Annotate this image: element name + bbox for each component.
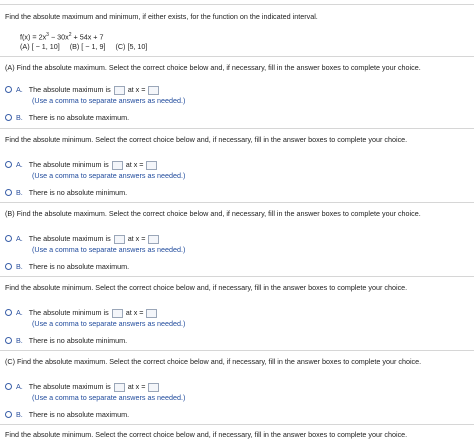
section-c-max-prompt: (C) Find the absolute maximum. Select the correct choice below and, if necessary, fill in the answer boxes to complete your choice. <box>5 357 422 366</box>
option-b-text: There is no absolute maximum. <box>28 113 130 122</box>
option-a-letter: A. <box>16 308 23 317</box>
option-a-row <box>16 85 160 95</box>
instruction-text: Find the absolute maximum and minimum, if either exists, for the function on the indicated interval. <box>5 12 318 21</box>
option-a-row <box>16 234 160 244</box>
option-a-row <box>16 308 158 318</box>
option-b-text: There is no absolute maximum. <box>28 262 130 271</box>
option-b-letter: B. <box>16 336 23 345</box>
section-divider <box>0 424 474 425</box>
option-a-row <box>16 382 160 392</box>
option-b-radio[interactable] <box>5 337 12 344</box>
at-x-label: at x = <box>127 85 146 94</box>
section-b-min-prompt: Find the absolute minimum. Select the correct choice below and, if necessary, fill in the answer boxes to complete your choice. <box>5 283 408 292</box>
max-x-input[interactable] <box>148 383 159 392</box>
option-b-row <box>16 262 129 271</box>
comma-hint: (Use a comma to separate answers as needed.) <box>32 171 186 180</box>
option-a-text: The absolute maximum is <box>28 85 111 94</box>
at-x-label: at x = <box>125 308 144 317</box>
max-x-input[interactable] <box>148 86 159 95</box>
option-a-letter: A. <box>16 234 23 243</box>
option-b-radio[interactable] <box>5 411 12 418</box>
option-a-radio[interactable] <box>5 161 12 168</box>
option-a-text: The absolute maximum is <box>28 382 111 391</box>
min-value-input[interactable] <box>112 161 123 170</box>
comma-hint: (Use a comma to separate answers as needed.) <box>32 96 186 105</box>
comma-hint: (Use a comma to separate answers as needed.) <box>32 393 186 402</box>
option-a-letter: A. <box>16 382 23 391</box>
section-c-min-prompt: Find the absolute minimum. Select the correct choice below and, if necessary, fill in the answer boxes to complete your choice. <box>5 430 408 439</box>
option-b-row <box>16 188 127 197</box>
exponent-3: 3 <box>46 32 49 38</box>
section-a-min-prompt: Find the absolute minimum. Select the correct choice below and, if necessary, fill in the answer boxes to complete your choice. <box>5 135 408 144</box>
section-divider <box>0 202 474 203</box>
at-x-label: at x = <box>127 234 146 243</box>
max-value-input[interactable] <box>114 383 125 392</box>
option-a-text: The absolute minimum is <box>28 160 109 169</box>
function-suffix: + 54x + 7 <box>71 32 104 42</box>
comma-hint: (Use a comma to separate answers as needed.) <box>32 319 186 328</box>
section-divider <box>0 128 474 129</box>
exponent-2: 2 <box>68 32 72 38</box>
option-b-text: There is no absolute minimum. <box>28 336 128 345</box>
max-value-input[interactable] <box>114 235 125 244</box>
comma-hint: (Use a comma to separate answers as needed.) <box>32 245 186 254</box>
option-a-letter: A. <box>16 160 23 169</box>
option-b-radio[interactable] <box>5 189 12 196</box>
option-b-letter: B. <box>16 188 23 197</box>
option-a-letter: A. <box>16 85 23 94</box>
section-divider <box>0 276 474 277</box>
top-divider <box>0 4 474 5</box>
interval-list: (A) [ − 1, 10] (B) [ − 1, 9] (C) [5, 10] <box>20 42 148 51</box>
option-b-letter: B. <box>16 113 23 122</box>
option-a-radio[interactable] <box>5 383 12 390</box>
option-a-radio[interactable] <box>5 86 12 93</box>
function-mid: − 30x <box>48 32 69 42</box>
option-b-row <box>16 410 129 419</box>
option-b-letter: B. <box>16 262 23 271</box>
header-divider <box>0 56 474 57</box>
max-x-input[interactable] <box>148 235 159 244</box>
option-a-radio[interactable] <box>5 309 12 316</box>
option-b-text: There is no absolute minimum. <box>28 188 128 197</box>
section-b-max-prompt: (B) Find the absolute maximum. Select the correct choice below and, if necessary, fill in the answer boxes to complete your choice. <box>5 209 421 218</box>
max-value-input[interactable] <box>114 86 125 95</box>
at-x-label: at x = <box>127 382 146 391</box>
function-prefix: f(x) = 2x <box>20 32 47 42</box>
option-b-letter: B. <box>16 410 23 419</box>
option-a-text: The absolute maximum is <box>28 234 111 243</box>
option-b-row <box>16 336 127 345</box>
section-divider <box>0 350 474 351</box>
option-b-row <box>16 113 129 122</box>
min-x-input[interactable] <box>146 309 157 318</box>
min-x-input[interactable] <box>146 161 157 170</box>
at-x-label: at x = <box>125 160 144 169</box>
function-definition <box>20 31 103 41</box>
option-a-row <box>16 160 158 170</box>
min-value-input[interactable] <box>112 309 123 318</box>
option-a-text: The absolute minimum is <box>28 308 109 317</box>
option-b-text: There is no absolute maximum. <box>28 410 130 419</box>
option-b-radio[interactable] <box>5 114 12 121</box>
option-a-radio[interactable] <box>5 235 12 242</box>
option-b-radio[interactable] <box>5 263 12 270</box>
section-a-max-prompt: (A) Find the absolute maximum. Select the correct choice below and, if necessary, fill in the answer boxes to complete your choice. <box>5 63 421 72</box>
